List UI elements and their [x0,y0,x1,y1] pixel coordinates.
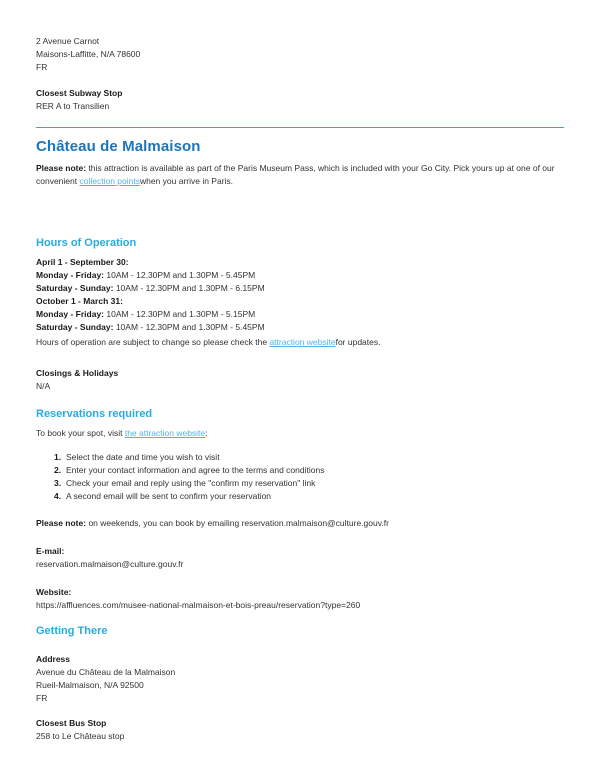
reservations-required-heading: Reservations required [36,408,153,420]
closest-subway-value: RER A to Transilien [36,101,110,111]
note-text: this attraction is available as part of the Paris Museum Pass, which is included with your Go City. Pick yours up at one of our convenient [36,163,555,186]
step-number: 2. [54,465,62,475]
step-number: 3. [54,478,62,488]
hours-row [36,308,564,321]
hours-row-value: 10AM - 12.30PM and 1.30PM - 5.15PM [104,309,256,319]
museum-pass-note [36,162,556,188]
step-number: 1. [54,452,62,462]
closest-bus-stop-label: Closest Bus Stop [36,718,107,728]
hours-row-label: Monday - Friday: [36,270,105,280]
hours-row-label: April 1 - September 30: [36,257,129,267]
website-label: Website: [36,587,72,597]
hours-update-note [36,336,564,349]
address-label: Address [36,654,71,664]
reservation-website-link[interactable]: the attraction website [124,428,206,438]
step-text: Select the date and time you wish to visit [66,452,220,462]
reservation-step [54,490,564,503]
hours-row [36,256,564,269]
getting-there-heading: Getting There [36,625,108,637]
note-label: Please note: [36,163,87,173]
hours-row-label: October 1 - March 31: [36,296,123,306]
hours-row-label: Saturday - Sunday: [36,322,114,332]
hours-row [36,321,564,334]
hours-note-text-after: for updates. [335,337,381,347]
hours-row [36,282,564,295]
email-label: E-mail: [36,546,65,556]
address-line: Maisons-Laffitte, N/A 78600 [36,49,141,59]
hours-row-value: 10AM - 12.30PM and 1.30PM - 6.15PM [113,283,265,293]
address-line: FR [36,693,48,703]
step-text: Enter your contact information and agree to the terms and conditions [66,465,325,475]
reservation-step [54,451,564,464]
hours-row-label: Saturday - Sunday: [36,283,114,293]
closest-subway-label: Closest Subway Stop [36,88,123,98]
hours-row [36,295,564,308]
hours-row [36,269,564,282]
reservation-intro-text-after: : [205,428,208,438]
closings-holidays-label: Closings & Holidays [36,368,119,378]
address-line: Rueil-Malmaison, N/A 92500 [36,680,144,690]
closest-bus-stop-value: 258 to Le Château stop [36,731,125,741]
weekend-booking-note [36,517,564,530]
address-line: FR [36,62,48,72]
attraction-website-link[interactable]: attraction website [269,337,336,347]
reservation-steps-list [36,451,564,503]
page-title: Château de Malmaison [36,138,201,155]
reservation-step [54,477,564,490]
step-text: A second email will be sent to confirm your reservation [66,491,272,501]
closings-holidays-value: N/A [36,381,51,391]
hours-of-operation-heading: Hours of Operation [36,237,137,249]
previous-attraction-footer [36,35,564,113]
hours-note-text: Hours of operation are subject to change so please check the [36,337,270,347]
address-line: 2 Avenue Carnot [36,36,100,46]
hours-row-value: 10AM - 12.30PM and 1.30PM - 5.45PM [104,270,256,280]
reservation-intro [36,427,564,440]
step-number: 4. [54,491,62,501]
reservation-step [54,464,564,477]
reservation-intro-text: To book your spot, visit [36,428,125,438]
website-value: https://affluences.com/musee-national-malmaison-et-bois-preau/reservation?type=260 [36,600,361,610]
note-text-after: when you arrive in Paris. [139,176,234,186]
email-value: reservation.malmaison@culture.gouv.fr [36,559,184,569]
note-label: Please note: [36,518,87,528]
hours-row-label: Monday - Friday: [36,309,105,319]
address-line: Avenue du Château de la Malmaison [36,667,176,677]
step-text: Check your email and reply using the "confirm my reservation" link [66,478,316,488]
section-divider [36,127,564,128]
hours-row-value: 10AM - 12.30PM and 1.30PM - 5.45PM [113,322,265,332]
weekend-booking-text: on weekends, you can book by emailing reservation.malmaison@culture.gouv.fr [86,518,389,528]
collection-points-link[interactable]: collection points [79,176,140,186]
hours-table [36,256,564,334]
